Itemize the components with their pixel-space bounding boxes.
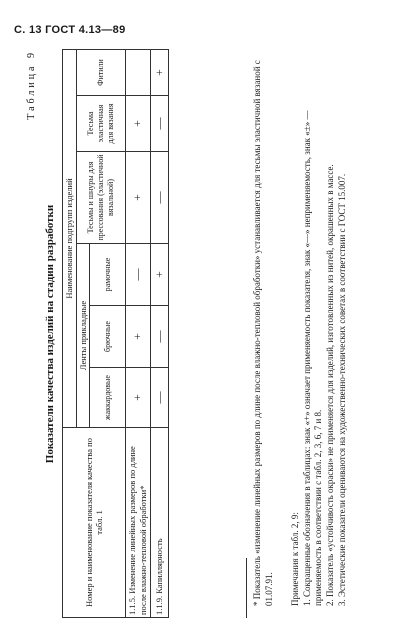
table-caption: Таблица 9 [26, 50, 37, 120]
table-row [126, 50, 150, 618]
cell-cords: — [150, 152, 169, 244]
cell-zhakkard: — [150, 368, 169, 428]
notes-heading: Примечания к табл. 2, 9: [290, 512, 300, 606]
note-item: 3. Эстетические показатели оцениваются на художественно-технических советах в соответствии с ГОСТ 15.007. [336, 173, 347, 606]
footnote-divider [246, 558, 247, 618]
col-elastic-header: Тесьма эластичная для вязания [76, 96, 126, 152]
row-name: 1.1.5. Изменение линейных размеров по длине после влажно-тепловой обработки* [126, 428, 150, 618]
cell-cords: + [126, 152, 150, 244]
col-fitilya-header: Фитили [76, 50, 126, 96]
cell-broch: — [150, 306, 169, 368]
table-row [150, 50, 169, 618]
sub-ramoch-header: рамочные [90, 244, 126, 306]
footnote-text: * Показатель «изменение линейных размеров по длине после влажно-тепловой обработки» устанавливается для тесьмы эластичной вязаной с 01.07.91. [252, 60, 274, 606]
cell-elastic: + [126, 96, 150, 152]
sub-broch-header: брючные [90, 306, 126, 368]
rotated-table-block [22, 50, 384, 618]
cell-fitilya [126, 50, 150, 96]
note-item: 2. Показатель «устойчивость окраски» не применяется для изделий, изготовленных из нитей, окрашенных в массе. [325, 164, 336, 606]
quality-table [62, 49, 169, 618]
cell-fitilya: + [150, 50, 169, 96]
col-cords-header: Тесьмы и шнуры для прессования (эластичной вязальной) [76, 152, 126, 244]
cell-broch: + [126, 306, 150, 368]
notes-block [290, 50, 348, 618]
group-tapes-header: Ленты прикладные [76, 244, 90, 428]
cell-elastic: — [150, 96, 169, 152]
sub-zhakkard-header: жаккардовые [90, 368, 126, 428]
cell-ramoch: + [150, 244, 169, 306]
note-item: 1. Сокращенные обозначения в таблицах: знак «+» означает применяемость показателя, знак «—» неприменяемость, знак «±» — применяемость в соответствии с табл. 2, 3, 6, 7 и 8. [301, 110, 324, 606]
cell-zhakkard: + [126, 368, 150, 428]
col-indicator-header: Номер и наименование показателя качества по табл. 1 [63, 428, 126, 618]
row-name: 1.1.9. Капиллярность [150, 428, 169, 618]
footnote [252, 50, 275, 618]
page-header: С. 13 ГОСТ 4.13—89 [14, 24, 126, 36]
cell-ramoch: — [126, 244, 150, 306]
table-title: Показатели качества изделий на стадии разработки [44, 204, 56, 464]
group-all-header: Наименование подгрупп изделий [63, 50, 77, 428]
